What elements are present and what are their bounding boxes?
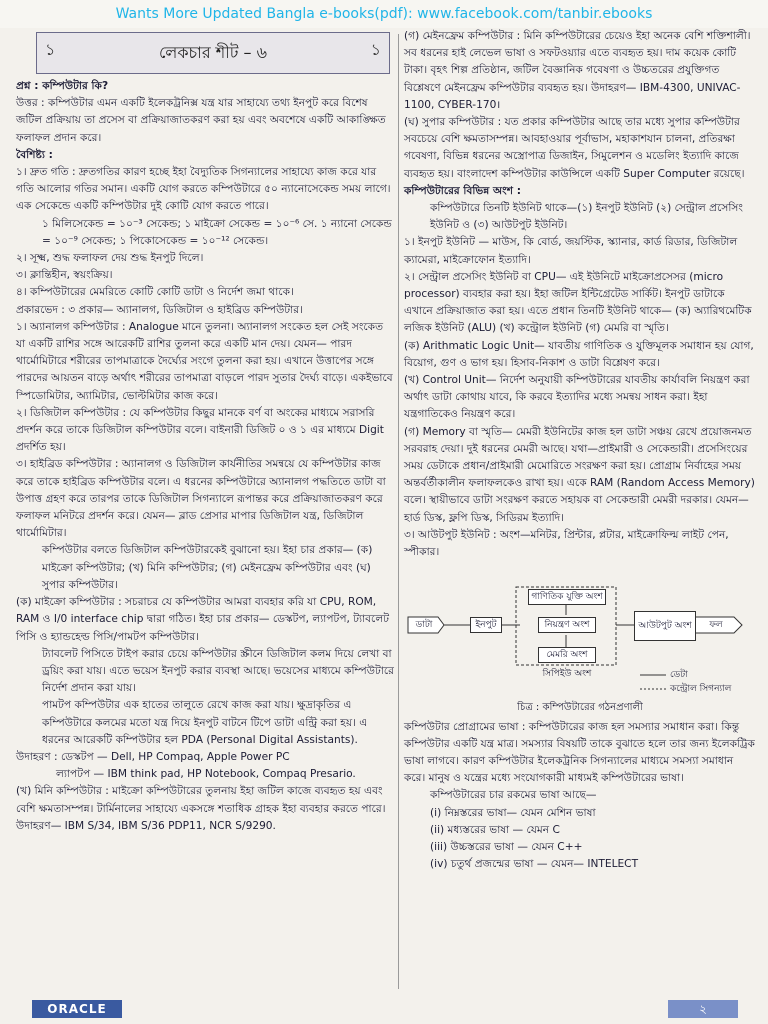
types-heading: প্রকারভেদ : ৩ প্রকার— অ্যানালগ, ডিজিটাল ও হাইব্রিড কম্পিউটার।: [16, 303, 303, 316]
page: [0, 28, 768, 1024]
header-left-number: ১: [45, 40, 56, 59]
data-label: ডাটা: [415, 620, 433, 631]
footer: [0, 994, 768, 1024]
feature-memory: ৪। কম্পিউটারের মেমরিতে কোটি কোটি ডাটা ও নির্দেশ জমা থাকে।: [16, 286, 294, 299]
mini-computer: (খ) মিনি কম্পিউটার : মাইক্রো কম্পিউটারের তুলনায় ইহা জটিল কাজে ব্যবহৃত হয় এবং বেশি ক্ষমতাসম্পন্ন। টার্মিনালের সাহায্যে একসঙ্গে শতাধিক গ্রাহক ইহা ব্যবহার করতে পারে। উদাহরণ— IBM S/34, IBM S/36 PDP11, NCR S/9290.: [16, 785, 386, 832]
question: প্রশ্ন : কম্পিউটার কি?: [16, 80, 109, 92]
language-low: (i) নিম্নস্তরের ভাষা— যেমন মেশিন ভাষা: [430, 806, 596, 819]
digital-computer: ২। ডিজিটাল কম্পিউটার : যে কম্পিউটার কিছুর মানকে বর্ণ বা অংকের মাধ্যমে সরাসরি প্রদর্শন করে তাকে ডিজিটাল কম্পিউটার বলে। বাইনারী ডিজিট ০ ও ১ এর মাধ্যমে Digit প্রদর্শিত হয়।: [16, 406, 384, 454]
super-computer: (ঘ) সুপার কম্পিউটার : যত প্রকার কম্পিউটার আছে তার মধ্যে সুপার কম্পিউটার সবচেয়ে বেশি ক্ষমতাসম্পন্ন। আবহাওয়ার পূর্বাভাস, মহাকাশযান চালনা, প্রতিরক্ষা গবেষণা, বিভিন্ন ধরনের অস্ত্রোপাত্র ডিজাইন, সিমুলেশন ও মডেলিং ইত্যাদি কাজে ব্যবহৃত হয়। বাংলাদেশ কম্পিউটার কাউন্সিলে একটি Super Computer রয়েছে।: [404, 116, 745, 180]
time-units: ১ মিলিসেকেন্ড = ১০⁻³ সেকেন্ড; ১ মাইক্রো সেকেন্ড = ১০⁻⁶ সে. ১ ন্যানো সেকেন্ড = ১০⁻⁹ সেকেন্ড; ১ পিকোসেকেন্ড = ১০⁻¹² সেকেন্ড।: [42, 217, 392, 247]
top-banner[interactable]: Wants More Updated Bangla e-books(pdf): www.facebook.com/tanbir.ebooks: [0, 0, 768, 28]
alu-box: গাণিতিক যুক্তি অংশ: [528, 589, 606, 605]
memory-unit: (গ) Memory বা স্মৃতি— মেমরী ইউনিটের কাজ হল ডাটা সঞ্চয় রেখে প্রয়োজনমত সরবরাহ দেয়া। দুই ধরনের মেমরী আছে। যথা—প্রাইমারী ও সেকেন্ডারী। প্রসেসিংয়ের সময় ডেটাকে প্রধান/প্রাইমারী মেমোরিতে সংরক্ষণ করা হয়। প্রোগ্রাম নির্বাহের সময় অন্তর্বর্তীকালীন ফলাফলকেও রাখা হয়। একে RAM (Random Access Memory) বলে। স্থায়ীভাবে ডাটা সংরক্ষণ করতে সহায়ক বা সেকেন্ডারী মেমরী দরকার। যেমন— হার্ড ডিস্ক, ফ্লপি ডিস্ক, সিডিরম ইত্যাদি।: [404, 425, 755, 524]
data-flow-label: ডেটা: [670, 670, 688, 681]
left-column: [16, 28, 394, 835]
computer-structure-diagram: [404, 567, 756, 697]
lecture-header: [36, 32, 390, 74]
memory-box: মেমরি অংশ: [538, 647, 596, 663]
page-number: ২: [668, 1000, 738, 1018]
features-heading: বৈশিষ্ট্য :: [16, 148, 53, 161]
feature-tireless: ৩। ক্লান্তিহীন, স্বয়ংক্রিয়।: [16, 269, 113, 282]
diagram-caption: চিত্র : কম্পিউটারের গঠনপ্রণালী: [517, 702, 643, 714]
analog-computer: ১। অ্যানালগ কম্পিউটার : Analogue মানে তুলনা। অ্যানালগ সংকেত হল সেই সংকেত যা একটি রাশির সঙ্গে আরেকটি রাশির তুলনা করে একটি মান দেয়। যেমন— পারদ থার্মোমিটারে শরীরের তাপমাত্রাকে দৈর্ঘ্যের সংগে তুলনা করা হয়। এখানে উত্তাপের সঙ্গে পারদের আয়তন বাড়ে অর্থাৎ শরীরের তাপমাত্রা বাড়লে পারদ সুতার দৈর্ঘ্য বাড়ে। একইভাবে স্পিডোমিটার, অ্যামিটার, ভোল্টমিটার কাজ করে।: [16, 320, 393, 402]
result-label: ফল: [709, 620, 723, 631]
mainframe-computer: (গ) মেইনফ্রেম কম্পিউটার : মিনি কম্পিউটারের চেয়েও ইহা অনেক বেশি শক্তিশালী। সব ধরনের হাই লেভেল ভাষা ও সফটওয়্যার এতে ব্যবহৃত হয়। দাম কয়েক কোটি টাকা। বৃহৎ শিল্প প্রতিষ্ঠান, জটিল বৈজ্ঞানিক গবেষণা ও উচ্চতরের প্রযুক্তিগত বিশ্লেষণে মেইনফ্রেম কম্পিউটার ব্যবহৃত হয়। উদাহরণ— IBM-4300, UNIVAC-1100, CYBER-170।: [404, 30, 751, 111]
digital-types: কম্পিউটার বলতে ডিজিটাল কম্পিউটারকেই বুঝানো হয়। ইহা চার প্রকার— (ক) মাইক্রো কম্পিউটার; (খ) মিনি কম্পিউটার; (গ) মেইনফ্রেম কম্পিউটার এবং (ঘ) সুপার কম্পিউটার।: [42, 544, 373, 591]
parts-heading: কম্পিউটারের বিভিন্ন অংশ :: [404, 184, 521, 197]
lecture-title: লেকচার শীট – ৬: [158, 43, 268, 63]
tablet-pc: ট্যাবলেট পিসিতে টাইপ করার চেয়ে কম্পিউটার স্ক্রীনে ডিজিটাল কলম দিয়ে লেখা বা ড্রয়িং করা যায়। এতে ভয়েস ইনপুট করার ব্যবস্থা আছে। ভয়েসের মাধ্যমে কম্পিউটারে নির্দেশ প্রদান করা যায়।: [42, 647, 394, 695]
examples-laptop: ল্যাপটপ — IBM think pad, HP Notebook, Compaq Presario.: [56, 768, 356, 781]
column-divider: [398, 34, 399, 989]
input-unit: ১। ইনপুট ইউনিট — মাউস, কি বোর্ড, জয়স্টিক, স্ক্যানার, কার্ড রিডার, ডিজিটাল ক্যামেরা, মাইক্রোফোন ইত্যাদি।: [404, 236, 738, 266]
alu: (ক) Arithmatic Logic Unit— যাবতীয় গাণিতিক ও যুক্তিমূলক সমাধান হয় যোগ, বিয়োগ, গুণ ও ভাগ হয়। হিসাব-নিকাশ ও ডাটা বিশ্লেষণ করে।: [404, 339, 754, 369]
output-box: আউটপুট অংশ: [634, 611, 696, 641]
micro-computer: (ক) মাইক্রো কম্পিউটার : সচরাচর যে কম্পিউটার আমরা ব্যবহার করি যা CPU, ROM, RAM ও I/0 interface chip দ্বারা গঠিত। ইহা চার প্রকার— ডেস্কটপ, ল্যাপটপ, ট্যাবলেট পিসি ও হ্যান্ডহেল্ড পিসি/পামটপ কম্পিউটার।: [16, 596, 389, 643]
control-unit: (খ) Control Unit— নির্দেশ অনুযায়ী কম্পিউটারের যাবতীয় কার্যাবলি নিয়ন্ত্রণ করা অর্থাৎ ডাটা কোথায় যাবে, কি করবে ইত্যাদির মধ্যে সমন্বয় সাধন করা। ইহা যন্ত্রগাতিকেও নিয়ন্ত্রণ করে।: [404, 374, 750, 421]
control-signal-label: কন্ট্রোল সিগন্যাল: [670, 684, 732, 695]
oracle-logo: ORACLE: [32, 1000, 122, 1018]
feature-speed: ১। দ্রুত গতি : দ্রুতগতির কারণ হচ্ছে ইহা বৈদ্যুতিক সিগন্যালের সাহায্যে কাজ করে যার গতি আলোর গতির সমান। একটি যোগ করতে কম্পিউটারে ৫০ ন্যানোসেকেন্ড সময় লাগে। এক সেকেন্ডে একটি কম্পিউটার দুই কোটি যোগ করতে পারে।: [16, 166, 391, 213]
right-column: [404, 28, 756, 873]
answer: উত্তর : কম্পিউটার এমন একটি ইলেকট্রনিক্স যন্ত্র যার সাহায্যে তথ্য ইনপুট করে বিশেষ জটিল প্রক্রিয়ায় তা প্রসেস বা প্রক্রিয়াজাতকরণ করা হয় এবং অবশেষে একটি আকাঙ্ক্ষিত ফলাফল প্রদান করে।: [16, 97, 386, 144]
cpu-label: সিপিইউ অংশ: [542, 669, 592, 680]
three-units: কম্পিউটারে তিনটি ইউনিট থাকে—(১) ইনপুট ইউনিট (২) সেন্ট্রাল প্রসেসিং ইউনিট ও (৩) আউটপুট ইউনিট।: [430, 202, 743, 232]
examples-desktop: উদাহরণ : ডেস্কটপ — Dell, HP Compaq, Apple Power PC: [16, 750, 290, 763]
hybrid-computer: ৩। হাইব্রিড কম্পিউটার : অ্যানালগ ও ডিজিটাল কার্যনীতির সমন্বয়ে যে কম্পিউটার কাজ করে তাকে হাইব্রিড কম্পিউটার বলে। এ ধরনের কম্পিউটারে অ্যানালগ পদ্ধতিতে ডাটা বা উপাত্ত গ্রহণ করে তারপর তাকে ডিজিটাল সিগন্যালে রূপান্তর করে প্রক্রিয়াজাতকরণ করে ফলাফল মনিটরে প্রদর্শন করে। যেমন— ব্লাড প্রেসার মাপার ডিজিটাল যন্ত্র, ডিজিটাল থার্মোমিটার।: [16, 458, 386, 540]
language-types-heading: কম্পিউটারের চার রকমের ভাষা আছে—: [430, 789, 597, 802]
output-unit: ৩। আউটপুট ইউনিট : অংশ—মনিটর, প্রিন্টার, প্লটার, মাইক্রোফিল্ম লাইট পেন, স্পীকার।: [404, 528, 729, 559]
palmtop: পামটপ কম্পিউটার এক হাতের তালুতে রেখে কাজ করা যায়। ক্ষুদ্রাকৃতির এ কম্পিউটারে কলমের মতো যন্ত্র দিয়ে ইনপুট বাটনে টিপে ডাটা এন্ট্রি করা হয়। এ ধরনের আরেকটি কম্পিউটার হল PDA (Personal Digital Assistants).: [42, 699, 368, 746]
header-right-number: ১: [370, 40, 381, 59]
feature-accuracy: ২। সূক্ষ্ম, শুদ্ধ ফলাফল দেয় শুদ্ধ ইনপুট দিলে।: [16, 252, 204, 265]
programming-language: কম্পিউটার প্রোগ্রামের ভাষা : কম্পিউটারের কাজ হল সমস্যার সমাধান করা। কিন্তু কম্পিউটার একটি যন্ত্র মাত্র। সমস্যার বিষয়টি তাকে বুঝাতে হলে তার জন্য ইলেকট্রিক ভাষা লাগবে। কারণ কম্পিউটার ইলেকট্রনিক সিগন্যালের মাধ্যমে সমস্যা সমাধান করে। মানুষ ও যন্ত্রের মধ্যে সংযোগকারী মাধ্যমই কম্পিউটারের ভাষা।: [404, 720, 755, 785]
cpu-unit: ২। সেন্ট্রাল প্রসেসিং ইউনিট বা CPU— এই ইউনিটে মাইক্রোপ্রসেসর (micro processor) ব্যবহার করা হয়। ইহা জটিল ইন্টিগ্রেটেড সার্কিট। ইনপুট ডাটাকে এখানে প্রক্রিয়াজাত করা হয়। এতে প্রধান তিনটি ইউনিট থাকে— (ক) অ্যারিথমেটিক লজিক ইউনিট (ALU) (খ) কন্ট্রোল ইউনিট (গ) মেমরি বা স্মৃতি।: [404, 270, 752, 335]
language-high: (iii) উচ্চস্তরের ভাষা — যেমন C++: [430, 840, 583, 853]
control-box: নিয়ন্ত্রণ অংশ: [538, 617, 596, 633]
input-box: ইনপুট: [470, 617, 502, 633]
language-mid: (ii) মধ্যস্তরের ভাষা — যেমন C: [430, 823, 560, 836]
language-4gl: (iv) চতুর্থ প্রজন্মের ভাষা — যেমন— INTELECT: [430, 858, 639, 871]
